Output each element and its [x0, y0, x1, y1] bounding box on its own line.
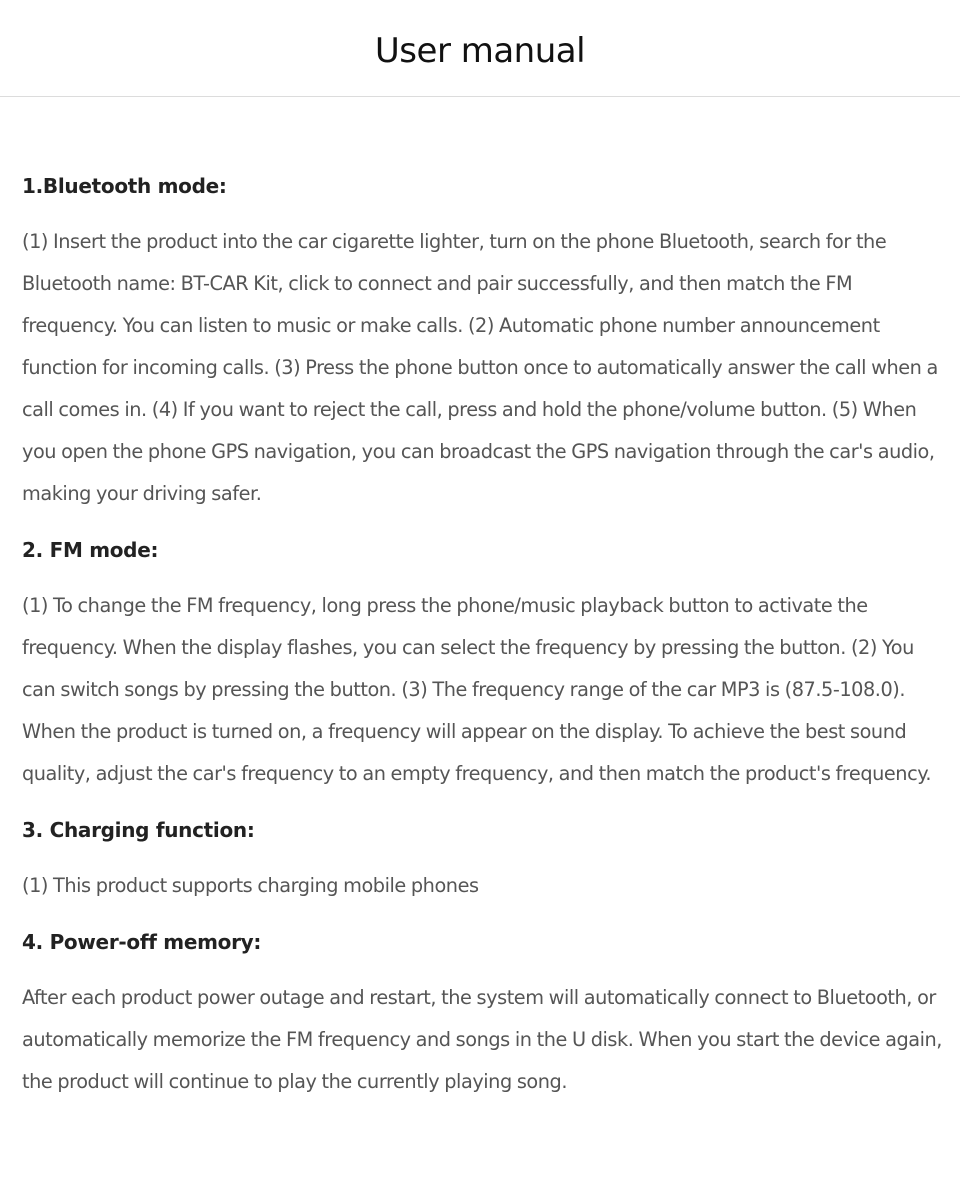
page-title: User manual [374, 31, 586, 71]
page-header [0, 0, 960, 97]
section-power-off-memory [22, 921, 952, 1103]
section-heading: 2. FM mode: [22, 538, 159, 562]
section-heading: 1.Bluetooth mode: [22, 174, 227, 198]
manual-content [22, 165, 952, 1103]
section-fm-mode [22, 529, 952, 795]
section-body: (1) This product supports charging mobile phones [22, 874, 479, 897]
section-heading: 4. Power-off memory: [22, 930, 262, 954]
section-body: (1) Insert the product into the car cigarette lighter, turn on the phone Bluetooth, search for the Bluetooth name: BT-CAR Kit, click to connect and pair successfully, and then match the FM frequency. You can listen to music or make calls. (2) Automatic phone number announcement function for incoming calls. (3) Press the phone button once to automatically answer the call when a call comes in. (4) If you want to reject the call, press and hold the phone/volume button. (5) When you open the phone GPS navigation, you can broadcast the GPS navigation through the car's audio, making your driving safer. [22, 230, 938, 505]
section-bluetooth-mode [22, 165, 952, 515]
section-heading: 3. Charging function: [22, 818, 255, 842]
section-body: (1) To change the FM frequency, long press the phone/music playback button to activate the frequency. When the display flashes, you can select the frequency by pressing the button. (2) You can switch songs by pressing the button. (3) The frequency range of the car MP3 is (87.5-108.0). When the product is turned on, a frequency will appear on the display. To achieve the best sound quality, adjust the car's frequency to an empty frequency, and then match the product's frequency. [22, 594, 932, 785]
section-body: After each product power outage and restart, the system will automatically connect to Bluetooth, or automatically memorize the FM frequency and songs in the U disk. When you start the device again, the product will continue to play the currently playing song. [22, 986, 942, 1093]
section-charging-function [22, 809, 952, 907]
